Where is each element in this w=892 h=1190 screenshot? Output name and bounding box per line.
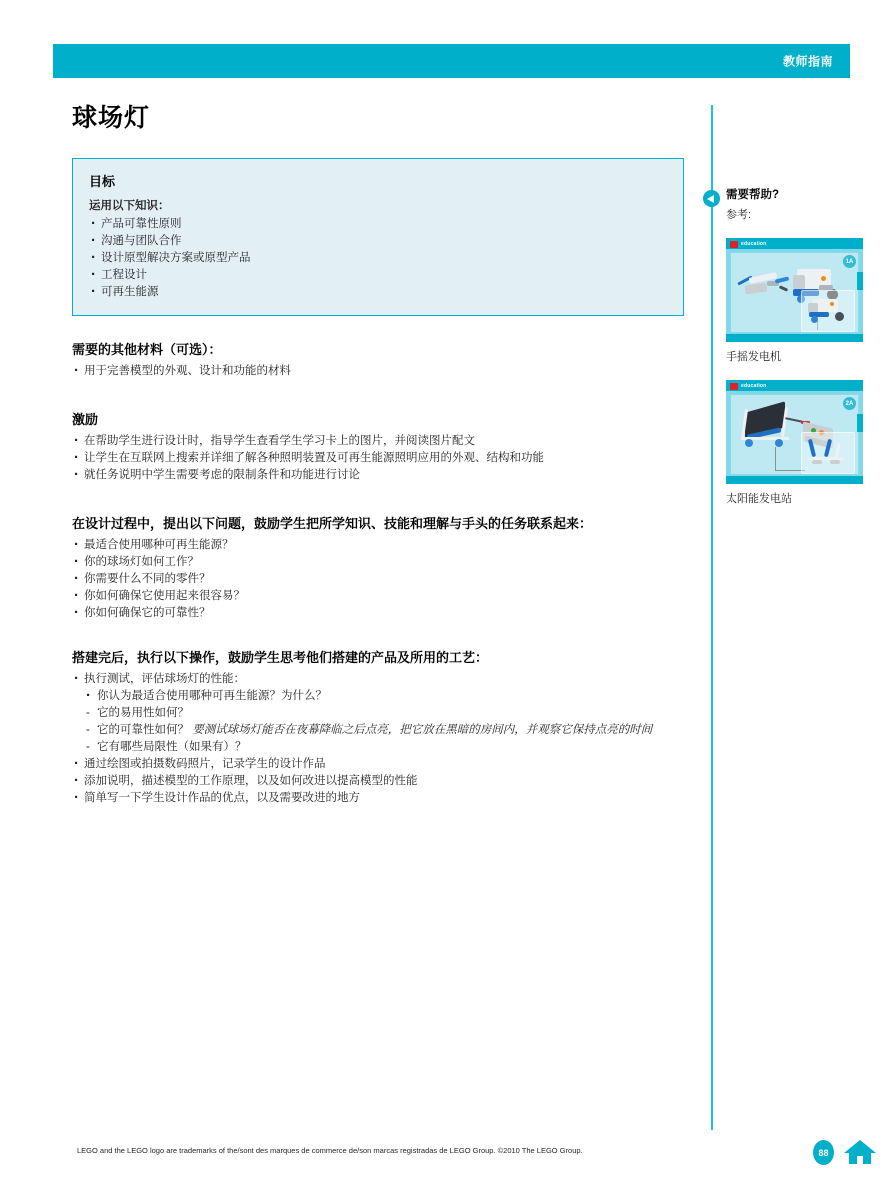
list-item: · 通过绘图或拍摄数码照片，记录学生的设计作品 [72,756,692,773]
after-building-list [72,671,692,807]
list-item: · 最适合使用哪种可再生能源？ [72,537,692,554]
art-piece [830,460,840,464]
list-item: · 可再生能源 [89,284,667,301]
thumbnail-footer-strip [726,334,863,342]
section-heading: 搭建完后，执行以下操作，鼓励学生思考他们搭建的产品及所用的工艺： [72,650,489,665]
art-piece [775,276,790,283]
sub-list-item-text: 它的可靠性如何？ [97,724,189,736]
thumbnail-image[interactable] [726,238,863,342]
lego-education-label: education [741,383,767,389]
header-bar [53,44,850,78]
list-item-text: 执行测试，评估球场灯的性能： [84,673,245,685]
list-item: · 在帮助学生进行设计时，指导学生查看学生学习卡上的图片，并阅读图片配文 [72,433,692,450]
art-piece [775,439,783,447]
list-item: · 就任务说明中学生需要考虑的限制条件和功能进行讨论 [72,467,692,484]
list-item: · 添加说明，描述模型的工作原理，以及如何改进以提高模型的性能 [72,773,692,790]
page-number-badge: 88 [813,1140,834,1165]
list-item [72,671,692,756]
list-item: · 你需要什么不同的零件？ [72,571,692,588]
reference-thumbnail-2[interactable] [726,380,878,506]
help-title: 需要帮助? [726,189,780,201]
objective-subheading: 运用以下知识： [89,200,170,212]
art-piece [835,312,844,321]
lego-logo-square [730,383,738,390]
main-content [72,340,692,807]
home-icon[interactable] [843,1138,877,1166]
thumbnail-footer-strip [726,476,863,484]
section-heading: 在设计过程中，提出以下问题，鼓励学生把所学知识、技能和理解与手头的任务联系起来： [72,516,593,531]
footer-legal-text: LEGO and the LEGO logo are trademarks of the/sont des marques de commerce de/son marcas registradas de LEGO Group. ©2010 The LEGO Group. [77,1146,583,1155]
lego-education-logo [730,241,766,248]
spacer [72,380,692,410]
art-piece [821,276,826,281]
step-badge: 1A [843,255,856,268]
sub-list-item [84,722,692,739]
section-heading: 需要的其他材料（可选）： [72,342,222,357]
reference-thumbnail-1[interactable] [726,238,878,364]
page-tab [857,414,863,432]
art-piece [779,285,788,292]
thumbnail-image[interactable] [726,380,863,484]
sidebar-divider [711,105,713,1130]
list-item: · 产品可靠性原则 [89,216,667,233]
sub-list-item: - 它的易用性如何？ [84,705,692,722]
art-piece [793,275,805,289]
spacer [72,622,692,648]
thumbnail-inset [801,290,855,332]
materials-list [72,363,692,380]
art-piece [830,302,834,306]
help-subtitle: 参考: [726,209,752,221]
motivation-list [72,433,692,484]
art-piece [824,439,832,457]
page-tab [857,272,863,290]
art-piece [808,439,816,457]
art-piece [744,283,767,295]
header-title: 教师指南 [782,54,833,69]
triangle-left-icon [707,195,714,203]
objective-list [89,216,667,301]
lego-logo-square [730,241,738,248]
art-piece [811,316,818,323]
design-questions-list [72,537,692,622]
list-item: · 你如何确保它的可靠性？ [72,605,692,622]
spacer [72,484,692,514]
leader-line [775,447,776,471]
objective-heading: 目标 [89,174,116,189]
after-building-sublist [84,688,692,756]
list-item: · 设计原型解决方案或原型产品 [89,250,667,267]
home-icon-svg [843,1138,877,1166]
page-title: 球场灯 [72,104,151,132]
sub-list-item: - 它有哪些局限性（如果有）？ [84,739,692,756]
list-item: · 你的球场灯如何工作？ [72,554,692,571]
objective-box [72,158,684,316]
section-motivation [72,410,692,484]
list-item: · 工程设计 [89,267,667,284]
thumbnail-caption: 太阳能发电站 [726,493,792,505]
thumbnail-caption: 手摇发电机 [726,351,781,363]
list-item: · 你如何确保它使用起来很容易？ [72,588,692,605]
help-pointer-icon [703,190,720,207]
sub-list-item: · 你认为最适合使用哪种可再生能源？为什么？ [84,688,692,705]
sidebar [726,186,878,506]
list-item: · 用于完善模型的外观、设计和功能的材料 [72,363,692,380]
section-design-questions [72,514,692,622]
step-badge: 2A [843,397,856,410]
thumbnail-inset [801,432,855,474]
section-after-building [72,648,692,807]
section-materials [72,340,692,380]
list-item: · 沟通与团队合作 [89,233,667,250]
sub-list-item-emphasis: 要测试球场灯能否在夜幕降临之后点亮，把它放在黑暗的房间内，并观察它保持点亮的时间 [189,724,653,736]
art-piece [745,439,753,447]
section-heading: 激励 [72,412,99,427]
lego-education-logo [730,383,766,390]
list-item: · 简单写一下学生设计作品的优点，以及需要改进的地方 [72,790,692,807]
art-piece [812,460,822,464]
lego-education-label: education [741,241,767,247]
list-item: · 让学生在互联网上搜索并详细了解各种照明装置及可再生能源照明应用的外观、结构和功能 [72,450,692,467]
